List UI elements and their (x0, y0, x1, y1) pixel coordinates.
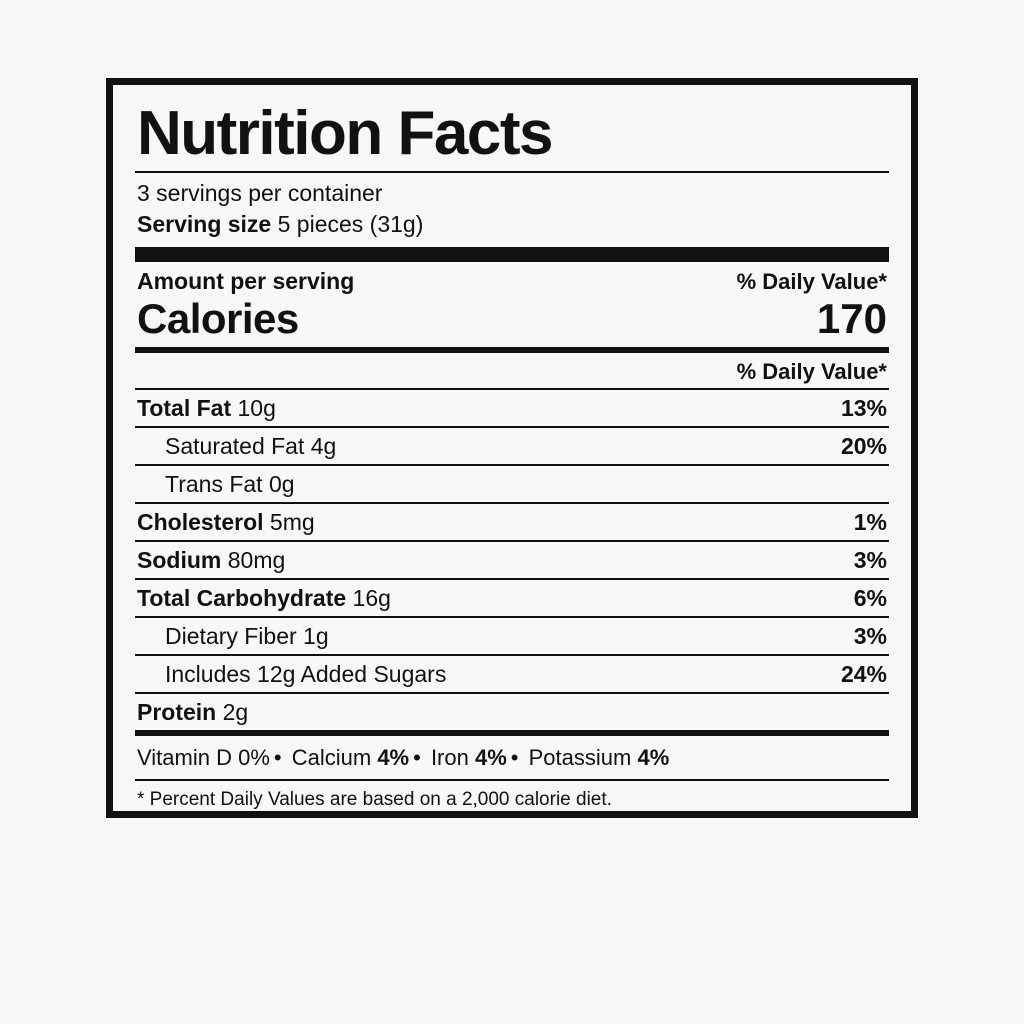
serving-size-label: Serving size (137, 211, 272, 237)
table-row (133, 694, 891, 730)
divider-thick-top (135, 247, 889, 262)
footnote: * Percent Daily Values are based on a 2,000 calorie diet. (137, 789, 612, 810)
table-row (133, 390, 891, 426)
amount-per-serving-label: Amount per serving (137, 268, 355, 294)
nutrient-percent: 13% (840, 395, 887, 421)
nutrient-name: Total Carbohydrate 16g (137, 585, 391, 611)
table-row (133, 466, 891, 502)
micronutrient-row (133, 736, 891, 779)
nutrient-name: Dietary Fiber 1g (165, 623, 329, 649)
calories-value: 170 (816, 295, 887, 342)
nutrient-percent: 3% (853, 547, 887, 573)
calories-label: Calories (137, 295, 299, 342)
nutrient-percent: 20% (840, 433, 887, 459)
table-row (133, 428, 891, 464)
micronutrient-potassium-name: Potassium (528, 745, 632, 770)
nutrient-percent: 24% (840, 661, 887, 687)
separator-dot-3: • (510, 745, 519, 770)
nutrient-name: Protein 2g (137, 699, 249, 725)
nutrient-name: Saturated Fat 4g (165, 433, 337, 459)
daily-value-header-row (133, 353, 891, 388)
micronutrient-vitamin-d-value: 0% (238, 745, 270, 770)
micronutrient-iron-value: 4% (474, 745, 507, 770)
servings-per-container: 3 servings per container (137, 180, 383, 206)
separator-dot-2: • (413, 745, 421, 770)
table-row (133, 656, 891, 692)
micronutrient-calcium-value: 4% (377, 745, 410, 770)
micronutrient-calcium-name: Calcium (291, 745, 372, 770)
nutrient-name: Sodium 80mg (137, 547, 286, 573)
serving-size-value: 5 pieces (31g) (277, 211, 424, 237)
nutrient-percent: 1% (853, 509, 887, 535)
table-row (133, 542, 891, 578)
micronutrient-iron-name: Iron (430, 745, 469, 770)
nutrient-percent: 6% (853, 585, 887, 611)
page-title: Nutrition Facts (137, 99, 552, 168)
nutrient-percent: 3% (853, 623, 887, 649)
daily-value-header: % Daily Value* (736, 359, 887, 384)
calories-row (133, 295, 891, 347)
micronutrient-potassium-value: 4% (637, 745, 670, 770)
micronutrient-vitamin-d-name: Vitamin D (137, 745, 232, 770)
nutrient-name: Includes 12g Added Sugars (165, 661, 447, 687)
nutrition-facts-label (106, 78, 918, 818)
table-row (133, 580, 891, 616)
table-row (133, 618, 891, 654)
nutrient-name: Cholesterol 5mg (137, 509, 315, 535)
table-row (133, 504, 891, 540)
separator-dot-1: • (273, 745, 282, 770)
daily-value-header-top: % Daily Value* (736, 269, 887, 294)
amount-per-serving-row (133, 262, 891, 295)
nutrient-name: Total Fat 10g (137, 395, 276, 421)
nutrient-name: Trans Fat 0g (165, 471, 295, 497)
serving-size-row (133, 209, 891, 247)
